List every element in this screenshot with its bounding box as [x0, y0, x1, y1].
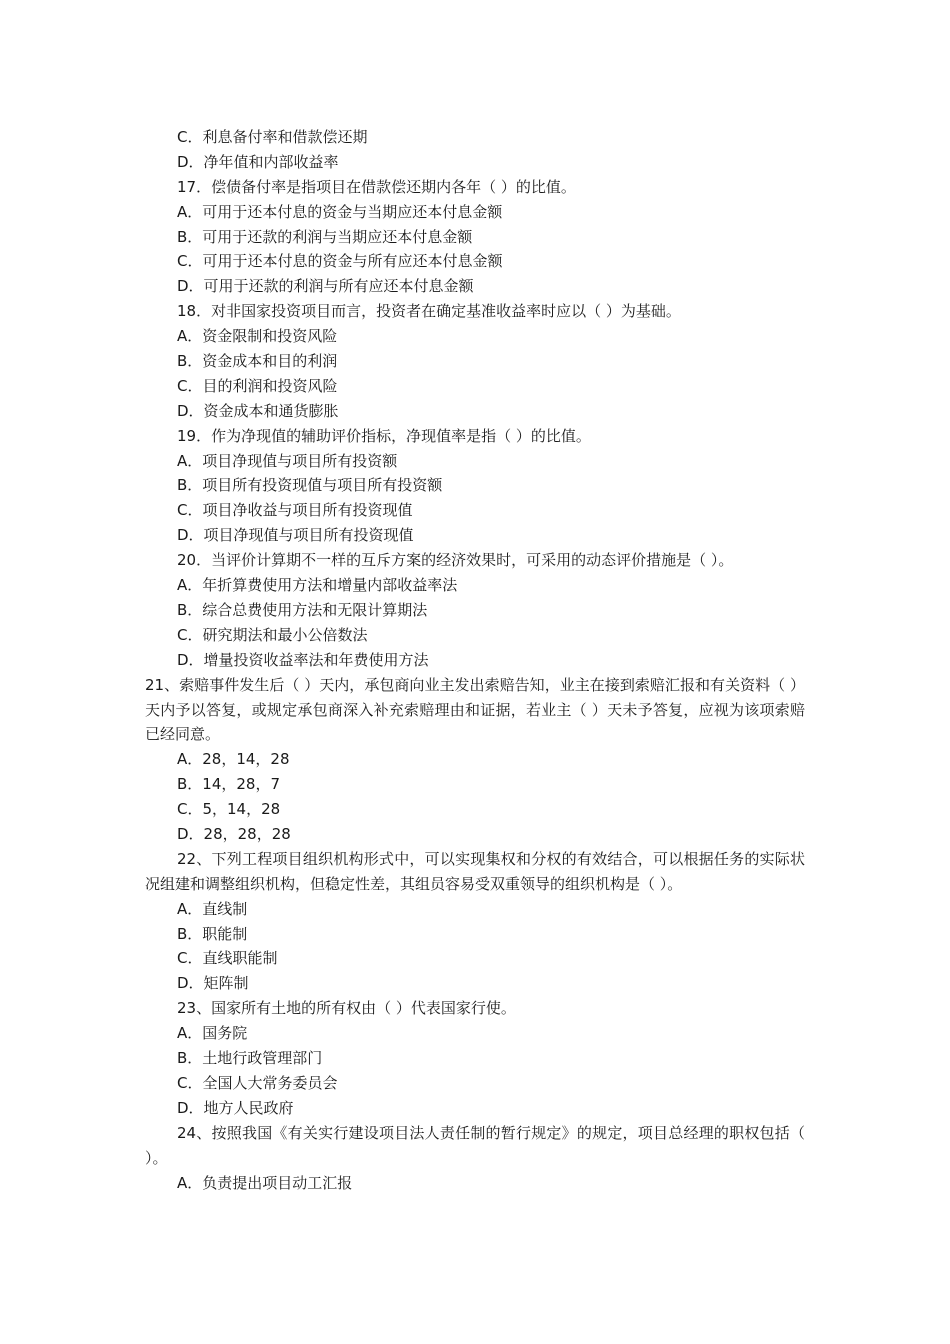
answer-option: A．直线制 — [177, 899, 248, 918]
answer-option: B．可用于还款的利润与当期应还本付息金额 — [177, 227, 473, 246]
answer-option: B．综合总费使用方法和无限计算期法 — [177, 600, 428, 619]
answer-option: B．职能制 — [177, 924, 248, 943]
question-paragraph: 21、索赔事件发生后（ ）天内，承包商向业主发出索赔告知，业主在接到索赔汇报和有关资料（ ）天内予以答复，或规定承包商深入补充索赔理由和证据，若业主（ ）天未予答复，应视为该项索赔已经同意。 — [145, 675, 805, 744]
question-text: 18．对非国家投资项目而言，投资者在确定基准收益率时应以（ ）为基础。 — [177, 302, 681, 321]
answer-option: D．可用于还款的利润与所有应还本付息金额 — [177, 277, 474, 296]
answer-option: D．项目净现值与项目所有投资现值 — [177, 526, 414, 545]
answer-option: B．14，28，7 — [177, 775, 281, 794]
answer-option: C．全国人大常务委员会 — [177, 1073, 338, 1092]
question-text: 19．作为净现值的辅助评价指标，净现值率是指（ ）的比值。 — [177, 426, 591, 445]
answer-option: A．负责提出项目动工汇报 — [177, 1173, 353, 1192]
answer-option: C．目的利润和投资风险 — [177, 376, 338, 395]
question-paragraph: 24、按照我国《有关实行建设项目法人责任制的暂行规定》的规定，项目总经理的职权包括（ ）。 — [145, 1123, 805, 1167]
answer-option: A．年折算费使用方法和增量内部收益率法 — [177, 576, 458, 595]
answer-option: C．直线职能制 — [177, 949, 278, 968]
answer-option: A．项目净现值与项目所有投资额 — [177, 451, 398, 470]
answer-option: D．地方人民政府 — [177, 1098, 294, 1117]
answer-option: A．28，14，28 — [177, 750, 290, 769]
answer-option: C．可用于还本付息的资金与所有应还本付息金额 — [177, 252, 503, 271]
answer-option: C．研究期法和最小公倍数法 — [177, 625, 368, 644]
answer-option: C．项目净收益与项目所有投资现值 — [177, 501, 413, 520]
answer-option: A．资金限制和投资风险 — [177, 327, 338, 346]
answer-option: C．5，14，28 — [177, 800, 281, 819]
answer-option: A．国务院 — [177, 1024, 248, 1043]
question-text: 17．偿债备付率是指项目在借款偿还期内各年（ ）的比值。 — [177, 177, 576, 196]
answer-option: B．资金成本和目的利润 — [177, 352, 338, 371]
question-text: 23、国家所有土地的所有权由（ ）代表国家行使。 — [177, 999, 516, 1018]
answer-option: A．可用于还本付息的资金与当期应还本付息金额 — [177, 202, 503, 221]
answer-option: D．资金成本和通货膨胀 — [177, 401, 339, 420]
answer-option: D．矩阵制 — [177, 974, 249, 993]
document-page — [0, 125, 950, 1195]
answer-option: D．28，28，28 — [177, 824, 291, 843]
question-paragraph: 22、下列工程项目组织机构形式中，可以实现集权和分权的有效结合，可以根据任务的实际状况组建和调整组织机构，但稳定性差，其组员容易受双重领导的组织机构是（ ）。 — [145, 849, 805, 893]
question-text: 20．当评价计算期不一样的互斥方案的经济效果时，可采用的动态评价措施是（ ）。 — [177, 551, 734, 570]
answer-option: C．利息备付率和借款偿还期 — [177, 128, 368, 146]
answer-option: D．增量投资收益率法和年费使用方法 — [177, 650, 429, 669]
answer-option: B．项目所有投资现值与项目所有投资额 — [177, 476, 443, 495]
answer-option: D．净年值和内部收益率 — [177, 152, 339, 171]
answer-option: B．土地行政管理部门 — [177, 1049, 323, 1068]
